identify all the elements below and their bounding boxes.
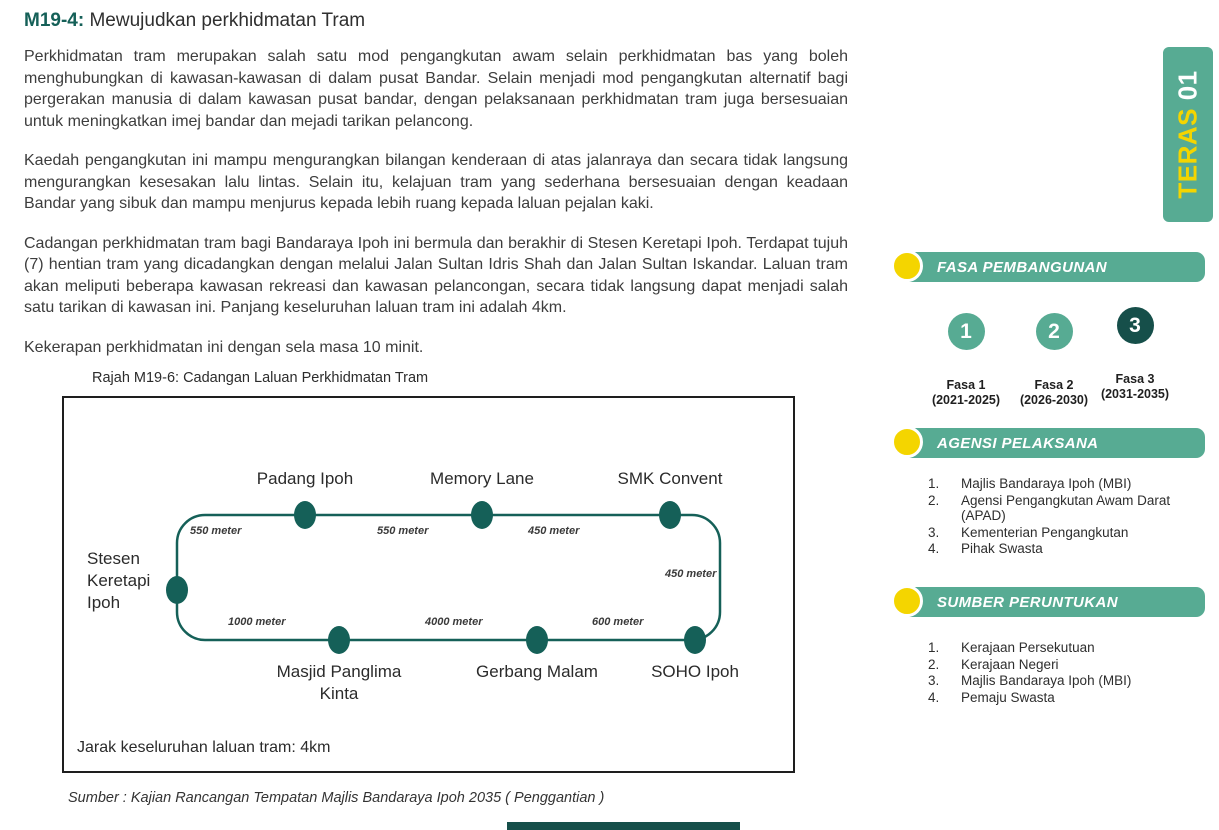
list-item xyxy=(928,476,1196,492)
station-dot xyxy=(659,501,681,529)
paragraph-4: Kekerapan perkhidmatan ini dengan sela masa 10 minit. xyxy=(24,338,424,356)
station-label: Gerbang Malam xyxy=(476,662,598,681)
phase-2-years: (2026-2030) xyxy=(1019,393,1089,407)
list-item xyxy=(928,493,1196,524)
station-dot xyxy=(526,626,548,654)
distance-label: 450 meter xyxy=(665,568,717,580)
list-item-text: Agensi Pengangkutan Awam Darat (APAD) xyxy=(961,492,1171,523)
list-item-number: 3. xyxy=(928,673,940,688)
measure-code: M19-4: xyxy=(24,10,85,31)
station-dot xyxy=(294,501,316,529)
list-item-number: 2. xyxy=(928,656,940,672)
list-item-text: Kerajaan Persekutuan xyxy=(961,640,1095,655)
station-label: Masjid Panglima Kinta xyxy=(276,662,402,703)
paragraph-1: Perkhidmatan tram merupakan salah satu mod pengangkutan awam selain perkhidmatan bas yang boleh menghubungkan di kawasan-kawasan di dalam pusat Bandar. Selain menjadi mod pengangkutan alternatif bagi pergerakan manusia di dalam kawasan pusat bandar, dengan pelaksanaan perkhidmatan tram juga bersesuaian untuk meningkatkan imej bandar dan mejadi tarikan pelancong. xyxy=(24,48,848,130)
list-item xyxy=(928,657,1196,673)
list-item-number: 3. xyxy=(928,524,940,540)
station-dot xyxy=(471,501,493,529)
phase-3-years: (2031-2035) xyxy=(1100,387,1170,401)
list-item-number: 2. xyxy=(928,492,940,508)
sumber-peruntukan-title: SUMBER PERUNTUKAN xyxy=(937,593,1118,611)
distance-label: 4000 meter xyxy=(425,616,483,628)
fasa-pembangunan-banner xyxy=(903,252,1205,282)
paragraph-3: Cadangan perkhidmatan tram bagi Bandaraya Ipoh ini bermula dan berakhir di Stesen Keretapi Ipoh. Terdapat tujuh (7) hentian tram yang dicadangkan dengan melalui Jalan Sultan Idris Shah dan Jalan Sultan Iskandar. Laluan tram akan meliputi beberapa kawasan rekreasi dan kawasan pelancongan, secara tidak langsung dapat menjadi salah satu tarikan di kawasan ini. Panjang keseluruhan laluan tram ini adalah 4km. xyxy=(24,234,848,316)
sumber-peruntukan-banner xyxy=(903,587,1205,617)
phase-1-name: Fasa 1 xyxy=(946,378,986,392)
list-item-number: 1. xyxy=(928,476,940,491)
station-label: Stesen Keretapi Ipoh xyxy=(87,549,151,612)
list-item-text: Pemaju Swasta xyxy=(961,689,1055,705)
sumber-peruntukan-list xyxy=(928,640,1196,706)
agensi-pelaksana-title: AGENSI PELAKSANA xyxy=(937,434,1099,452)
station-label: SOHO Ipoh xyxy=(651,662,739,681)
page-title xyxy=(24,8,848,33)
distance-label: 1000 meter xyxy=(228,616,286,628)
yellow-bullet-icon xyxy=(891,585,923,617)
main-text-column xyxy=(24,8,848,376)
figure-caption: Rajah M19-6: Cadangan Laluan Perkhidmatan Tram xyxy=(92,370,429,386)
list-item xyxy=(928,690,1196,706)
station-label: Memory Lane xyxy=(430,469,534,488)
agensi-pelaksana-list xyxy=(928,476,1196,558)
teras-01-tab xyxy=(1163,47,1213,222)
agensi-pelaksana-banner xyxy=(903,428,1205,458)
phase-3 xyxy=(1089,307,1181,402)
list-item-text: Majlis Bandaraya Ipoh (MBI) xyxy=(961,476,1132,491)
phase-1-circle: 1 xyxy=(948,313,985,350)
footer-bar xyxy=(507,822,740,830)
source-citation: Sumber : Kajian Rancangan Tempatan Majlis Bandaraya Ipoh 2035 ( Penggantian ) xyxy=(68,790,605,806)
measure-title-text: Mewujudkan perkhidmatan Tram xyxy=(89,10,366,31)
teras-tab-label xyxy=(1173,70,1204,198)
phase-2-circle: 2 xyxy=(1036,313,1073,350)
station-dot xyxy=(684,626,706,654)
fasa-pembangunan-title: FASA PEMBANGUNAN xyxy=(937,258,1108,276)
phase-3-name: Fasa 3 xyxy=(1115,372,1155,386)
paragraph-2: Kaedah pengangkutan ini mampu mengurangkan bilangan kenderaan di atas jalanraya dan secara tidak langsung mengurangkan kesesakan lalu lintas. Selain itu, kelajuan tram yang sederhana bersesuaian dengan keadaan Bandar yang sibuk dan mampu menjurus kepada lebih ruang kepada laluan pejalan kaki. xyxy=(24,152,848,212)
list-item-number: 4. xyxy=(928,689,940,705)
figure-canvas xyxy=(64,398,793,771)
teras-number: 01 xyxy=(1172,70,1203,101)
phase-2 xyxy=(1008,313,1100,408)
tram-route-figure xyxy=(62,396,795,773)
list-item xyxy=(928,525,1196,541)
phase-1 xyxy=(920,313,1012,408)
station-label: SMK Convent xyxy=(617,469,723,488)
list-item-number: 1. xyxy=(928,640,940,655)
phase-3-circle: 3 xyxy=(1117,307,1154,344)
list-item-text: Pihak Swasta xyxy=(961,541,1043,556)
list-item xyxy=(928,640,1196,656)
yellow-bullet-icon xyxy=(891,426,923,458)
phase-1-years: (2021-2025) xyxy=(931,393,1001,407)
station-dot xyxy=(166,576,188,604)
list-item-number: 4. xyxy=(928,541,940,556)
yellow-bullet-icon xyxy=(891,250,923,282)
phase-2-name: Fasa 2 xyxy=(1034,378,1074,392)
total-distance-label: Jarak keseluruhan laluan tram: 4km xyxy=(77,739,331,756)
distance-label: 600 meter xyxy=(592,616,644,628)
station-dot xyxy=(328,626,350,654)
distance-label: 550 meter xyxy=(377,525,429,537)
list-item-text: Kementerian Pengangkutan xyxy=(961,524,1129,540)
list-item xyxy=(928,673,1196,689)
station-label: Padang Ipoh xyxy=(256,469,354,488)
list-item-text: Kerajaan Negeri xyxy=(961,656,1059,672)
list-item xyxy=(928,541,1196,557)
distance-label: 550 meter xyxy=(190,525,242,537)
distance-label: 450 meter xyxy=(528,525,580,537)
teras-word: TERAS xyxy=(1172,108,1203,199)
list-item-text: Majlis Bandaraya Ipoh (MBI) xyxy=(961,673,1132,688)
